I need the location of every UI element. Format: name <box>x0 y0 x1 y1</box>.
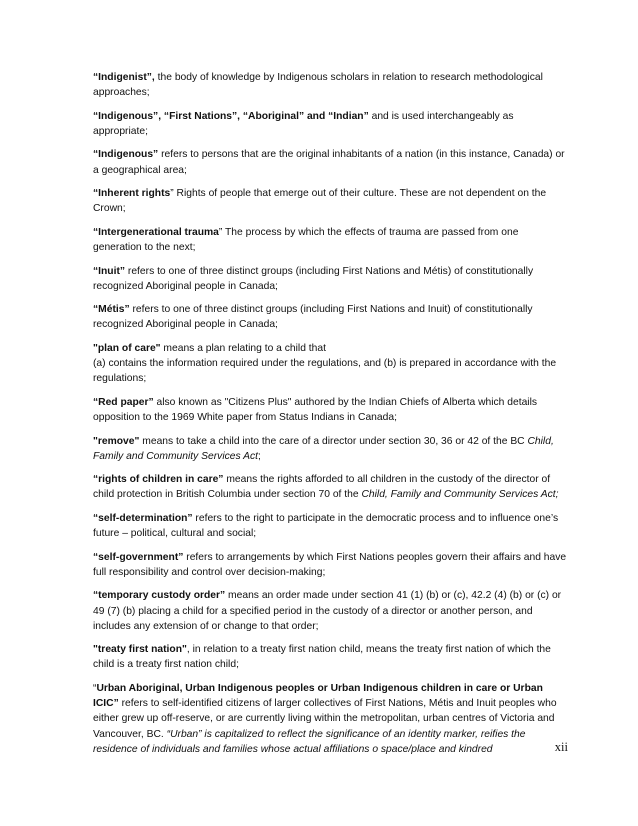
glossary-entry-temporary-custody-order <box>93 588 567 634</box>
glossary-term: “self-determination” <box>93 512 193 524</box>
glossary-term: “self-government” <box>93 551 184 563</box>
glossary-definition: and is used interchangeably as appropriate; <box>93 110 514 137</box>
act-title: Child, Family and Community Services Act <box>93 435 554 462</box>
glossary-definition: ” The process by which the effects of trauma are passed from one generation to the next; <box>93 226 519 254</box>
glossary-term: “Inuit” <box>93 265 126 277</box>
glossary-term: “Indigenous” <box>93 149 159 161</box>
glossary-entry-inherent-rights <box>93 186 567 216</box>
glossary-term: “Red paper” <box>93 396 154 408</box>
glossary-term: “rights of children in care” <box>93 474 224 486</box>
glossary-term: “Indigenist”, <box>93 72 158 83</box>
glossary-definition: refers to the right to participate in the democratic process and to influence one’s future – political, cultural and social; <box>93 512 559 540</box>
glossary-term: “Inherent rights <box>93 188 171 200</box>
glossary-definition-continued: (a) contains the information required under the regulations, and (b) is prepared in accordance with the regulations; <box>93 358 557 385</box>
glossary-term: “Intergenerational trauma <box>93 226 219 238</box>
glossary-definition: the body of knowledge by Indigenous scholars in relation to research methodological approaches; <box>93 72 543 99</box>
glossary-term: "remove" <box>93 435 140 447</box>
glossary-definition: means an order made under section 41 (1) (b) or (c), 42.2 (4) (b) or (c) or 49 (7) (b) placing a child for a specified period in the custody of a director or another person, and includes any extension of or change to that order; <box>93 590 562 632</box>
glossary-definition: means the rights afforded to all children in the custody of the director of child protection in British Columbia under section 70 of the <box>93 474 551 501</box>
glossary-definition: refers to self-identified citizens of larger collectives of First Nations, Métis and Inuit peoples who either grew up off-reserve, or are currently living within the metropolitan, urban centres of Victoria and Vancouver, BC. <box>93 698 557 740</box>
glossary-definition: means a plan relating to a child that <box>160 342 326 354</box>
glossary-entry-red-paper <box>93 395 567 425</box>
glossary-entry-inuit <box>93 264 567 294</box>
glossary-entry-indigenous <box>93 147 567 177</box>
glossary-entry-indigenist <box>93 70 567 100</box>
glossary-entry-urban-aboriginal <box>93 681 567 757</box>
glossary-definition: ” Rights of people that emerge out of their culture. These are not dependent on the Crown; <box>93 188 547 215</box>
glossary-definition: , in relation to a treaty first nation child, means the treaty first nation of which the child is a treaty first nation child; <box>93 644 551 671</box>
glossary-entry-intergenerational-trauma <box>93 225 567 255</box>
glossary-definition-tail: ; <box>258 450 261 462</box>
glossary-definition: refers to persons that are the original inhabitants of a nation (in this instance, Canada) or a geographical area; <box>93 149 565 176</box>
glossary-term: "plan of care" <box>93 342 161 354</box>
glossary-definition: also known as "Citizens Plus" authored by the Indian Chiefs of Alberta which details opposition to the 1969 White paper from Status Indians in Canada; <box>93 396 538 424</box>
glossary-entry-treaty-first-nation <box>93 642 567 672</box>
glossary-list <box>93 70 567 765</box>
act-title: Child, Family and Community Services Act; <box>361 489 559 501</box>
glossary-entry-indigenous-terms <box>93 109 567 139</box>
glossary-entry-remove <box>93 434 567 464</box>
glossary-definition: refers to one of three distinct groups (including First Nations and Métis) of constitutionally recognized Aboriginal people in Canada; <box>93 265 534 292</box>
glossary-entry-self-government <box>93 550 567 580</box>
glossary-definition-italic: “Urban” is capitalized to reflect the significance of an identity marker, reifies the residence of individuals and families whose actual affiliations o space/place and kindred <box>93 728 526 755</box>
glossary-definition: refers to arrangements by which First Nations peoples govern their affairs and have full responsibility and control over decision-making; <box>93 551 567 578</box>
opening-quote: “ <box>93 682 97 694</box>
glossary-definition: refers to one of three distinct groups (including First Nations and Inuit) of constitutionally recognized Aboriginal people in Canada; <box>93 304 533 331</box>
glossary-term: “temporary custody order” <box>93 590 226 602</box>
glossary-entry-self-determination <box>93 511 567 541</box>
glossary-term: "treaty first nation" <box>93 644 187 656</box>
page-number: xii <box>554 740 568 754</box>
glossary-entry-metis <box>93 302 567 332</box>
glossary-term: “Indigenous”, “First Nations”, “Aboriginal” and “Indian” <box>93 110 369 122</box>
glossary-term: Urban Aboriginal, Urban Indigenous peoples or Urban Indigenous children in care or Urban ICIC” <box>93 682 543 710</box>
glossary-entry-plan-of-care <box>93 341 567 387</box>
glossary-entry-rights-of-children-in-care <box>93 472 567 502</box>
glossary-term: “Métis” <box>93 304 130 316</box>
glossary-definition: means to take a child into the care of a director under section 30, 36 or 42 of the BC <box>139 435 528 447</box>
